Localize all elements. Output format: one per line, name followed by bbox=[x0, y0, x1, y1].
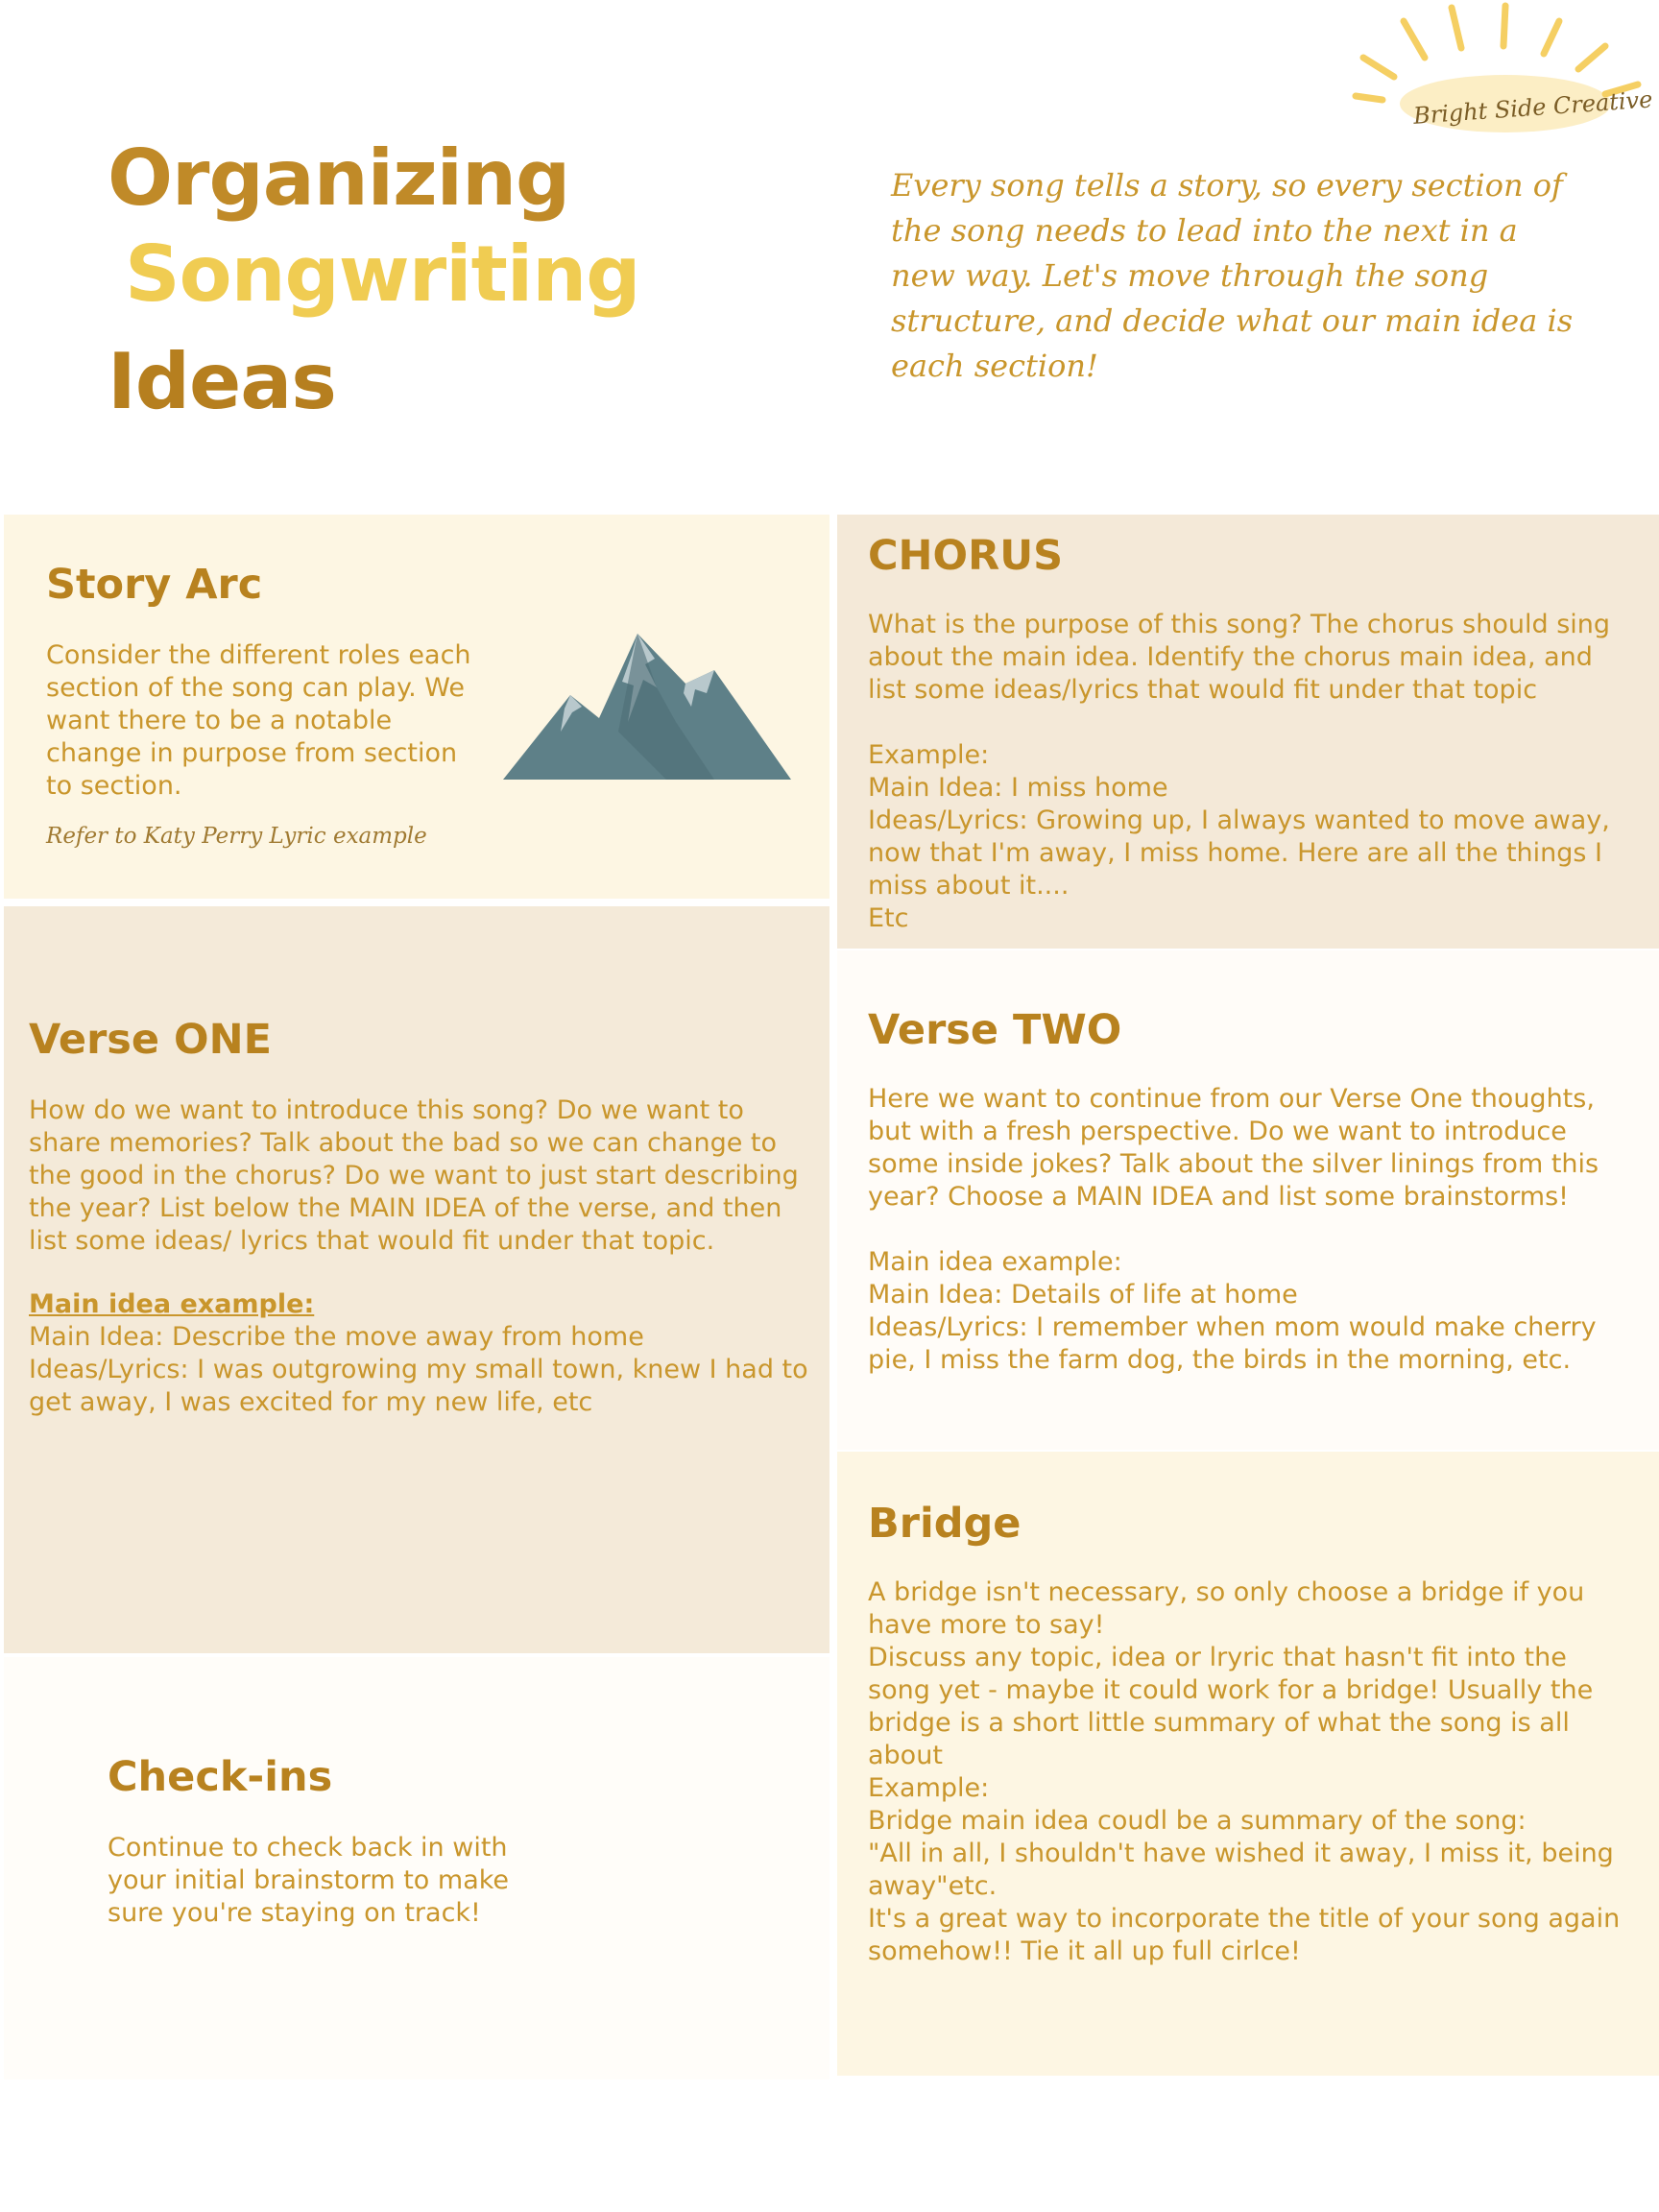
checkins-panel bbox=[4, 1657, 830, 2080]
story-arc-body: Consider the different roles each section of the song can play. We want there to be a notable change in purpose from section to section. bbox=[46, 640, 471, 801]
title-line-1: Organizing bbox=[108, 133, 570, 223]
story-arc-note: Refer to Katy Perry Lyric example bbox=[46, 824, 427, 849]
chorus-panel bbox=[837, 515, 1659, 949]
title-line-3: Ideas bbox=[108, 337, 336, 426]
verse-two-body: Here we want to continue from our Verse One thoughts, but with a fresh perspective. Do we want to introduce some inside jokes? Talk about the silver linings from this year? Choose a MAIN IDEA and list some brainstorms! bbox=[868, 1084, 1599, 1212]
logo-text: Bright Side Creative bbox=[1412, 85, 1654, 130]
verse-two-example: Main idea example: Main Idea: Details of life at home Ideas/Lyrics: I remember when mom would make cherry pie, I miss the farm dog, the birds in the morning, etc. bbox=[868, 1247, 1597, 1375]
checkins-heading: Check-ins bbox=[108, 1753, 333, 1801]
verse-two-heading: Verse TWO bbox=[868, 1006, 1122, 1054]
verse-one-heading: Verse ONE bbox=[29, 1016, 272, 1064]
bridge-panel bbox=[837, 1452, 1659, 2076]
intro-text: Every song tells a story, so every section of the song needs to lead into the next in a new way. Let's move through the song structure, and decide what our main idea is each section! bbox=[891, 167, 1574, 384]
chorus-body: What is the purpose of this song? The chorus should sing about the main idea. Identify the chorus main idea, and list some ideas/lyrics that would fit under that topic bbox=[868, 610, 1611, 705]
verse-one-body: How do we want to introduce this song? Do we want to share memories? Talk about the bad so we can change to the good in the chorus? Do we want to just start describing the year? List below the MAIN IDEA of the verse, and then list some ideas/ lyrics that would fit under that topic. bbox=[29, 1095, 799, 1256]
chorus-heading: CHORUS bbox=[868, 532, 1064, 580]
verse-one-example: Main Idea: Describe the move away from home Ideas/Lyrics: I was outgrowing my small town, knew I had to get away, I was excited for my new life, etc bbox=[29, 1322, 808, 1417]
story-arc-panel bbox=[4, 515, 830, 899]
bridge-heading: Bridge bbox=[868, 1500, 1022, 1548]
sun-rays-icon bbox=[1344, 0, 1659, 154]
chorus-example: Example: Main Idea: I miss home Ideas/Lyrics: Growing up, I always wanted to move away, now that I'm away, I miss home. Here are all the things I miss about it.... Etc bbox=[868, 740, 1610, 933]
verse-two-panel bbox=[837, 950, 1659, 1450]
mountain-icon bbox=[503, 626, 791, 789]
story-arc-heading: Story Arc bbox=[46, 561, 263, 609]
checkins-body: Continue to check back in with your initial brainstorm to make sure you're staying on track! bbox=[108, 1833, 510, 1928]
bridge-body: A bridge isn't necessary, so only choose a bridge if you have more to say! Discuss any topic, idea or lryric that hasn't fit into the song yet - maybe it could work for a bridge! Usually the bridge is a short little summary of what the song is all about bbox=[868, 1577, 1594, 1770]
verse-one-panel bbox=[4, 906, 830, 1653]
title-line-2: Songwriting bbox=[125, 229, 640, 319]
verse-one-example-label: Main idea example: bbox=[29, 1289, 315, 1319]
bridge-example: Example: Bridge main idea coudl be a summary of the song: "All in all, I shouldn't have wished it away, I miss it, being away"etc. It's a great way to incorporate the title of your song again somehow!! Tie it all up full cirlce! bbox=[868, 1773, 1621, 1966]
brand-logo bbox=[1344, 0, 1659, 154]
